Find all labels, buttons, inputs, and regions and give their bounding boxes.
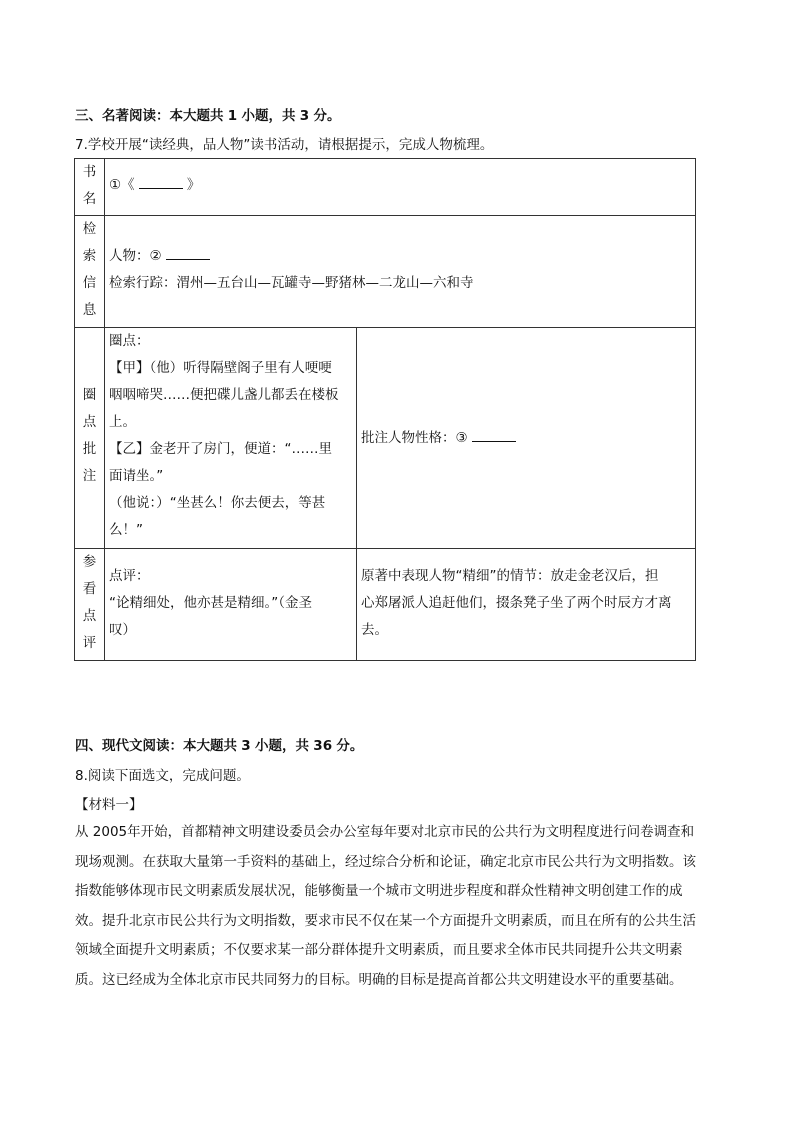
label-char: 信	[82, 275, 97, 291]
label-char: 索	[82, 248, 97, 264]
paragraph-line: 从 2005年开始，首都精神文明建设委员会办公室每年要对北京市民的公共行为文明程度进行问卷调查和	[75, 824, 695, 840]
paragraph-line: 效。提升北京市民公共行为文明指数，要求市民不仅在某一个方面提升文明素质，而且在所有的公共生活	[75, 912, 696, 929]
paragraph-line: 领域全面提升文明素质；不仅要求某一部分群体提升文明素质，而且要求全体市民共同提升公共文明素	[75, 942, 683, 958]
table-row-comment	[75, 549, 696, 661]
q7-prompt: 7.学校开展“读经典，品人物”读书活动，请根据提示，完成人物梳理。	[75, 137, 494, 153]
annotation-text-cell	[105, 328, 357, 549]
book-close: 》	[186, 177, 201, 193]
trait-label: 批注人物性格：③	[361, 429, 468, 446]
annotation-line: 咽咽啼哭……便把碟儿盏儿都丢在楼板	[109, 387, 339, 403]
table-row-annotation	[75, 328, 696, 549]
label-char: 圈	[82, 387, 97, 403]
paragraph-line: 质。这已经成为全体北京市民共同努力的目标。明确的目标是提高首都公共文明建设水平的重要基础。	[75, 971, 683, 988]
section4-heading-d: 小题，共	[255, 738, 309, 754]
section3-heading-d: 小题，共	[241, 108, 296, 124]
table-row-search	[75, 216, 696, 328]
row-label-comment	[75, 549, 105, 661]
table-row-book	[75, 159, 696, 216]
material-paragraph	[75, 818, 723, 995]
section3-heading-f: 分。	[313, 108, 341, 124]
person-label: 人物：②	[109, 248, 162, 264]
person-line	[109, 243, 695, 270]
section4-heading-b: 本大题共	[183, 738, 237, 754]
book-open: ①《	[109, 177, 135, 193]
label-char: 检	[82, 221, 97, 237]
section3-heading-b: 本大题共	[169, 108, 224, 124]
section4-heading	[75, 734, 363, 754]
character-trait-cell	[357, 328, 696, 549]
plot-line: 心郑屠派人追赶他们，掇条凳子坐了两个时辰方才离	[361, 595, 672, 611]
row-label-search	[75, 216, 105, 328]
annotation-line: 【乙】金老开了房门，便道：“……里	[109, 441, 332, 457]
search-cell	[105, 216, 696, 328]
section3-heading	[75, 104, 341, 124]
section4-heading-a: 四、现代文阅读：	[75, 738, 183, 754]
plot-cell	[357, 549, 696, 661]
annotation-line: 上。	[109, 414, 136, 430]
section3-heading-a: 三、名著阅读：	[75, 108, 170, 124]
plot-line: 去。	[361, 622, 388, 638]
material-title: 【材料一】	[75, 797, 143, 813]
label-char: 看	[82, 581, 97, 597]
book-cell	[105, 159, 696, 216]
label-char: 书	[82, 164, 97, 180]
annotation-line: 面请坐。”	[109, 468, 164, 484]
comment-cell	[105, 549, 357, 661]
answer-blank-3[interactable]	[472, 427, 516, 442]
label-char: 参	[82, 554, 97, 570]
section4-heading-c: 3	[241, 738, 251, 754]
annotation-line: 【甲】（他）听得隔壁阁子里有人哽哽	[109, 360, 332, 376]
annotation-line: （他说：）“坐甚么！你去便去，等甚	[109, 495, 326, 511]
label-char: 点	[82, 414, 97, 430]
paragraph-line: 指数能够体现市民文明素质发展状况，能够衡量一个城市文明进步程度和群众性精神文明创建工作的成	[75, 883, 683, 899]
comment-line: 点评：	[109, 568, 150, 584]
q8-prompt: 8.阅读下面选文，完成问题。	[75, 768, 250, 784]
answer-blank-1[interactable]	[139, 174, 183, 189]
comment-line: “论精细处，他亦甚是精细。”（金圣	[109, 595, 312, 611]
row-label-annotation	[75, 328, 105, 549]
label-char: 名	[82, 191, 97, 207]
annotation-line: 圈点：	[109, 333, 150, 349]
answer-blank-2[interactable]	[166, 245, 210, 260]
section4-heading-f: 分。	[336, 738, 364, 754]
route-line: 检索行踪：渭州—五台山—瓦罐寺—野猪林—二龙山—六和寺	[109, 275, 474, 291]
section3-heading-c: 1	[227, 108, 238, 124]
paragraph-line: 现场观测。在获取大量第一手资料的基础上，经过综合分析和论证，确定北京市民公共行为文明指数。该	[75, 853, 696, 870]
label-char: 注	[82, 468, 97, 484]
label-char: 评	[82, 635, 97, 651]
label-char: 息	[82, 302, 97, 318]
annotation-line: 么！”	[109, 522, 143, 538]
section4-heading-e: 36	[313, 738, 333, 754]
label-char: 点	[82, 608, 97, 624]
row-label-book	[75, 159, 105, 216]
label-char: 批	[82, 441, 97, 457]
comment-line: 叹）	[109, 622, 136, 638]
section3-heading-e: 3	[299, 108, 310, 124]
character-table	[74, 158, 696, 661]
plot-line: 原著中表现人物“精细”的情节：放走金老汉后，担	[361, 568, 659, 584]
